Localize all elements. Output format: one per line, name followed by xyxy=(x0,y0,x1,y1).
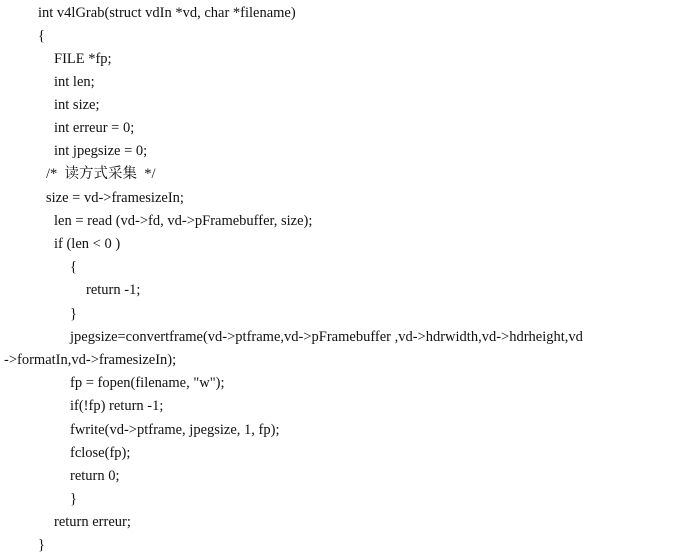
code-line-inner-close-brace: } xyxy=(70,491,77,507)
code-line-function-signature: int v4lGrab(struct vdIn *vd, char *filename) xyxy=(38,5,296,21)
code-line-size-declaration: int size; xyxy=(54,97,100,113)
code-line-fclose-call: fclose(fp); xyxy=(70,445,131,461)
code-line-open-brace: { xyxy=(38,28,45,44)
code-line-if-open-brace: { xyxy=(70,259,77,275)
code-line-fwrite-call: fwrite(vd->ptframe, jpegsize, 1, fp); xyxy=(70,422,280,438)
code-line-return-erreur: return erreur; xyxy=(54,514,131,530)
code-line-if-close-brace: } xyxy=(70,306,77,322)
code-line-erreur-declaration: int erreur = 0; xyxy=(54,120,135,136)
code-line-file-pointer: FILE *fp; xyxy=(54,51,112,67)
code-line-fopen-call: fp = fopen(filename, "w"); xyxy=(70,375,225,391)
code-line-size-assignment: size = vd->framesizeIn; xyxy=(46,190,184,206)
code-line-fp-check: if(!fp) return -1; xyxy=(70,398,164,414)
code-line-return-error: return -1; xyxy=(86,282,141,298)
code-line-return-zero: return 0; xyxy=(70,468,120,484)
code-line-convertframe-call: jpegsize=convertframe(vd->ptframe,vd->pFramebuffer ,vd->hdrwidth,vd->hdrheight,vd xyxy=(70,329,583,345)
code-line-read-call: len = read (vd->fd, vd->pFramebuffer, size); xyxy=(54,213,313,229)
code-line-len-declaration: int len; xyxy=(54,74,95,90)
code-line-jpegsize-declaration: int jpegsize = 0; xyxy=(54,143,148,159)
code-line-if-len: if (len < 0 ) xyxy=(54,236,121,252)
code-line-function-close-brace: } xyxy=(38,537,45,553)
code-line-convertframe-continuation: ->formatIn,vd->framesizeIn); xyxy=(4,352,177,368)
code-line-comment: /* 读方式采集 */ xyxy=(46,166,156,182)
